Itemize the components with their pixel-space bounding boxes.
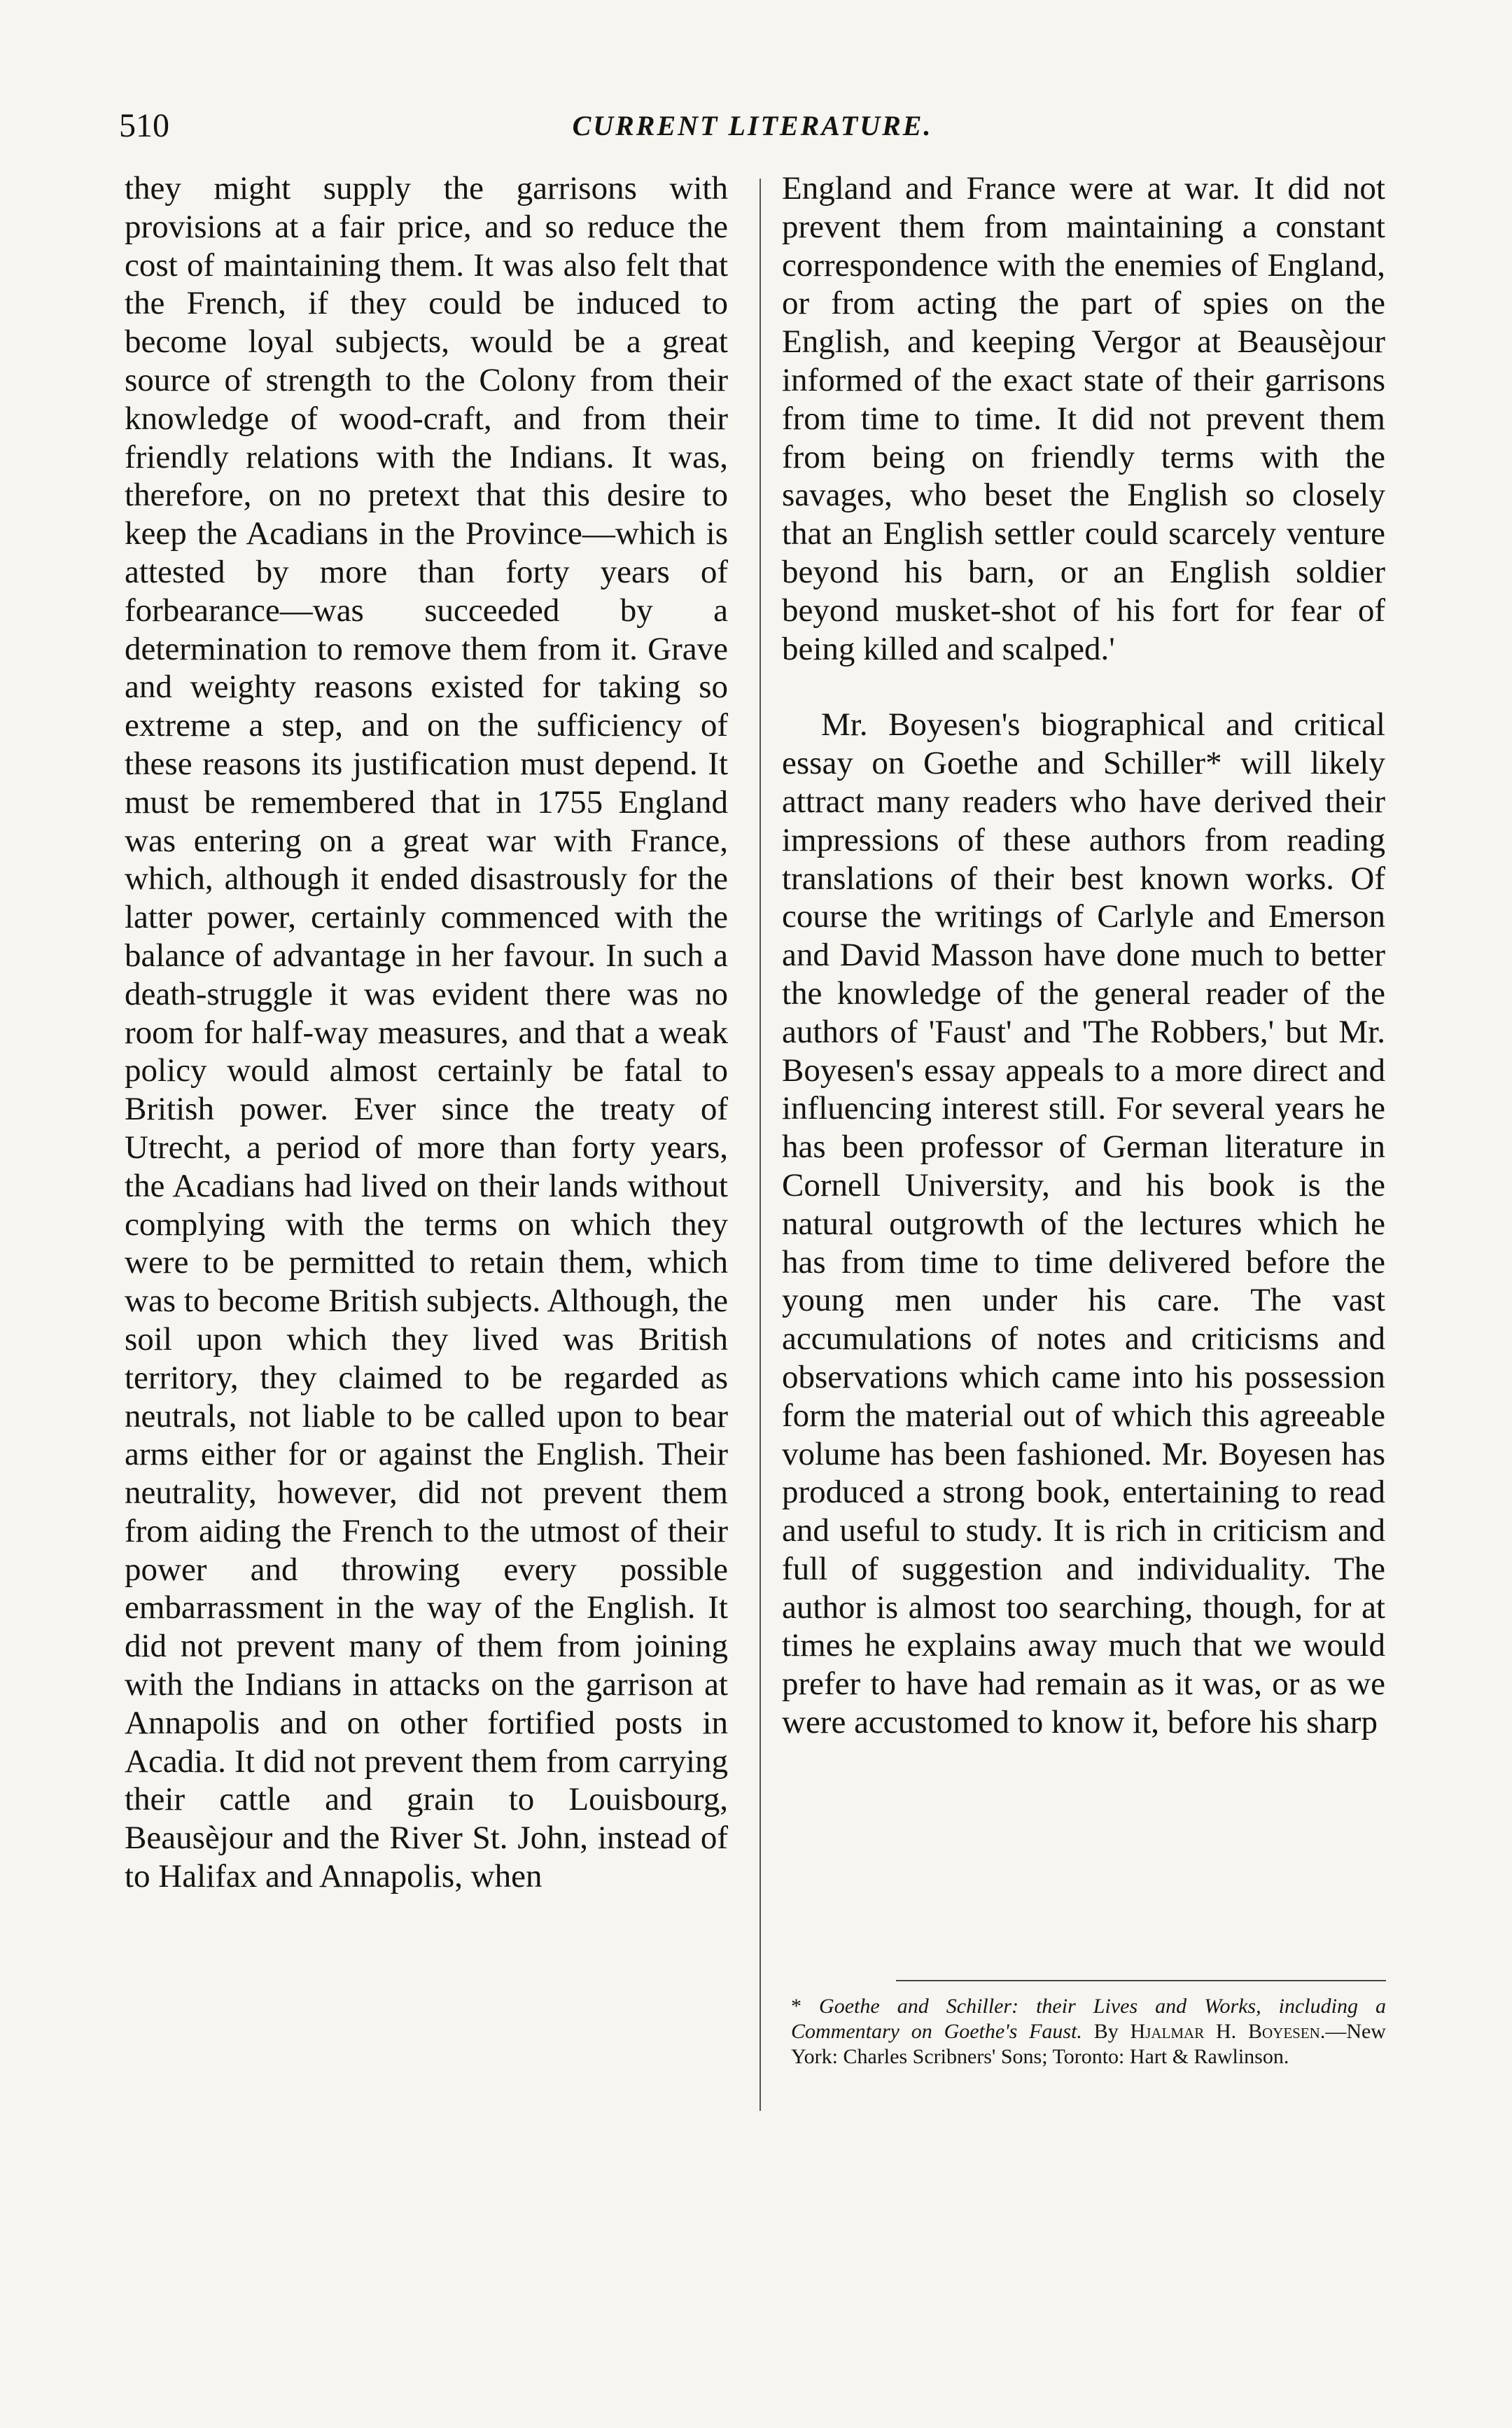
running-title: CURRENT LITERATURE. [572, 110, 933, 141]
right-paragraph-2: Mr. Boyesen's biographical and critical essay on Goethe and Schiller* will likely attract many readers who have derived their impressions of these authors from reading translations of their best known works. Of course the writings of Carlyle and Emerson and David Masson have done much to better the knowledge of the general reader of the authors of 'Faust' and 'The Robbers,' but Mr. Boyesen's essay appeals to a more direct and influencing interest still. For several years he has been professor of German literature in Cornell University, and his book is the natural outgrowth of the lectures which he has from time to time delivered before the young men under his care. The vast accumulations of notes and criticisms and observations which came into his possession form the material out of which this agreeable volume has been fashioned. Mr. Boyesen has produced a strong book, entertaining to read and useful to study. It is rich in criticism and full of suggestion and individuality. The author is almost too searching, though, for at times he explains away much that we would prefer to have had remain as it was, or as we were accustomed to know it, before his sharp [782, 706, 1385, 1741]
right-column [782, 169, 1385, 1742]
footnote-by: By [1082, 2020, 1130, 2043]
page-number: 510 [119, 107, 169, 144]
footnote-divider [896, 1980, 1386, 1981]
column-divider [760, 179, 761, 2111]
right-paragraph-1: England and France were at war. It did not prevent them from maintaining a constant correspondence with the enemies of England, or from acting the part of spies on the English, and keeping Vergor at Beausèjour informed of the exact state of their garrisons from time to time. It did not prevent them from being on friendly terms with the savages, who beset the English so closely that an English settler could scarcely venture beyond his barn, or an English soldier beyond musket-shot of his fort for fear of being killed and scalped.' [782, 170, 1385, 667]
footnote-marker: * [791, 1995, 820, 2018]
footnote-publisher: —New York: Charles Scribners' Sons; Toronto: Hart & Rawlinson. [791, 2020, 1386, 2068]
left-column [125, 169, 728, 1896]
left-paragraph-1: they might supply the garrisons with provisions at a fair price, and so reduce the cost of maintaining them. It was also felt that the French, if they could be induced to become loyal subjects, would be a great source of strength to the Colony from their knowledge of wood-craft, and from their friendly relations with the Indians. It was, therefore, on no pretext that this desire to keep the Acadians in the Province—which is attested by more than forty years of forbearance—was succeeded by a determination to remove them from it. Grave and weighty reasons existed for taking so extreme a step, and on the sufficiency of these reasons its justification must depend. It must be remembered that in 1755 England was entering on a great war with France, which, although it ended disastrously for the latter power, certainly commenced with the balance of advantage in her favour. In such a death-struggle it was evident there was no room for half-way measures, and that a weak policy would almost certainly be fatal to British power. Ever since the treaty of Utrecht, a period of more than forty years, the Acadians had lived on their lands without complying with the terms on which they were to be permitted to retain them, which was to become British subjects. Although, the soil upon which they lived was British territory, they claimed to be regarded as neutrals, not liable to be called upon to bear arms either for or against the English. Their neutrality, however, did not prevent them from aiding the French to the utmost of their power and throwing every possible embarrassment in the way of the English. It did not prevent many of them from joining with the Indians in attacks on the garrison at Annapolis and on other fortified posts in Acadia. It did not prevent them from carrying their cattle and grain to Louisbourg, Beausèjour and the River St. John, instead of to Halifax and Annapolis, when [125, 170, 728, 1895]
footnote-author: Hjalmar H. Boyesen. [1130, 2020, 1326, 2043]
footnote [791, 1994, 1386, 2070]
page-header [119, 105, 1386, 147]
footnote-title: Goethe and Schiller: their Lives and Works, including a Commentary on Goethe's Faust. [791, 1995, 1387, 2043]
